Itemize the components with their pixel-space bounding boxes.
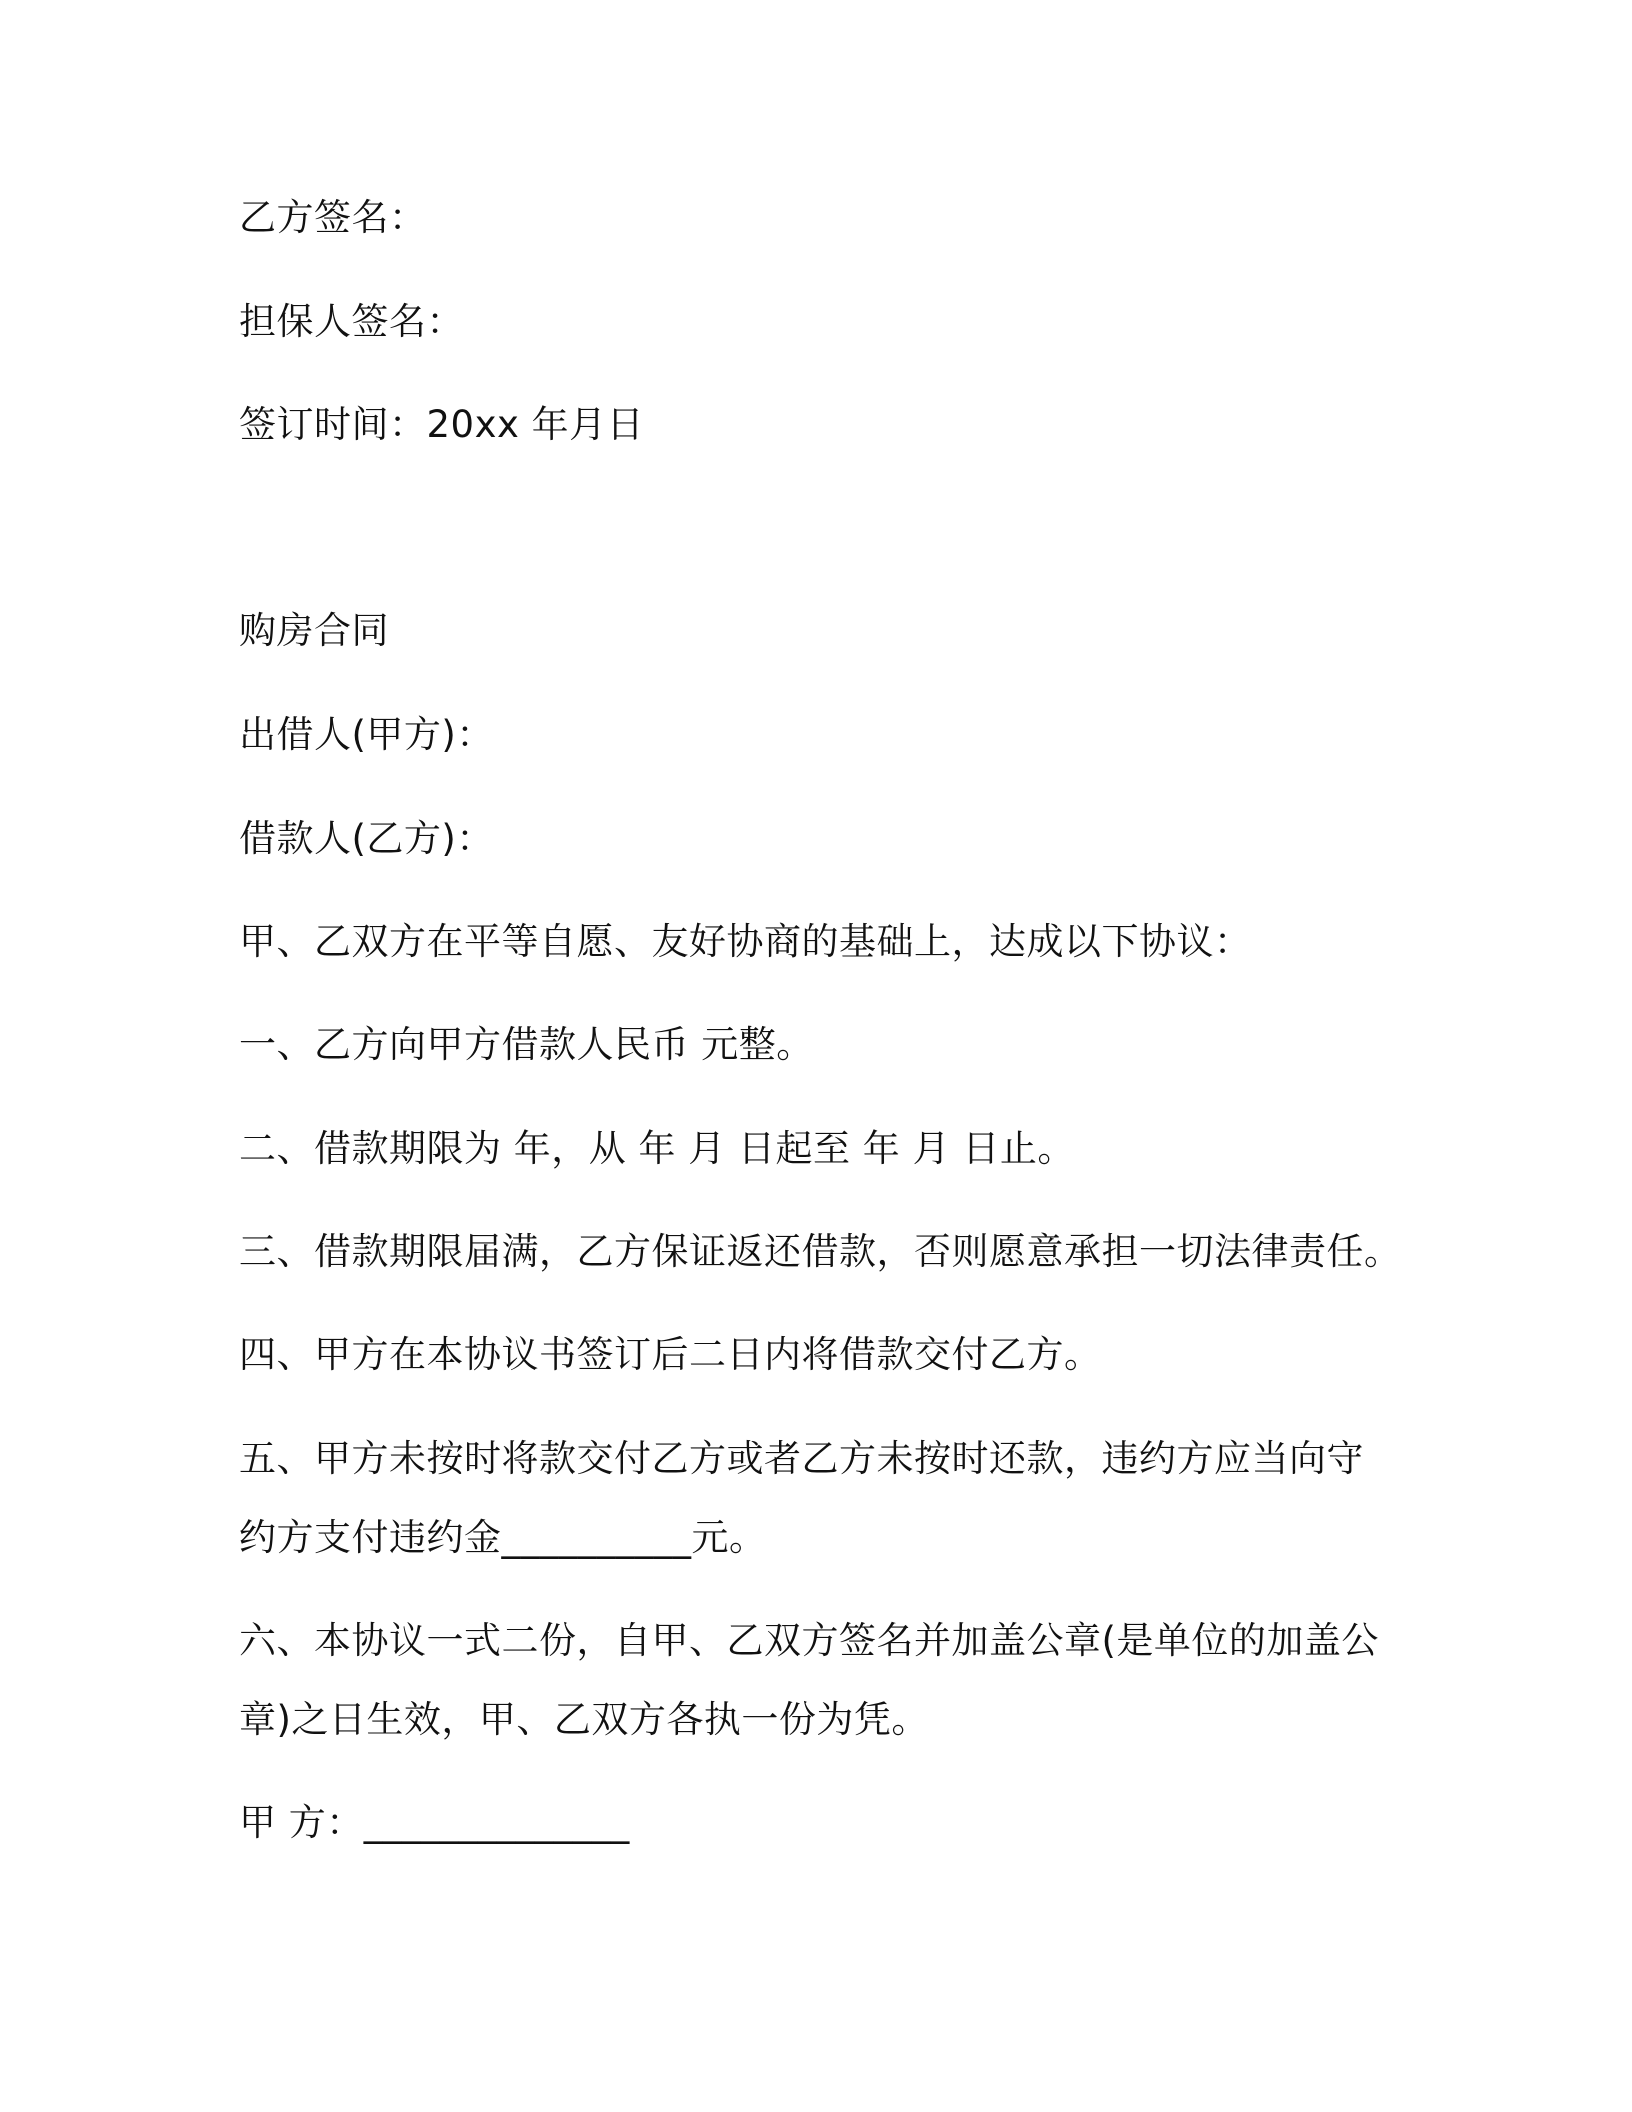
clause-4: 四、甲方在本协议书签订后二日内将借款交付乙方。: [239, 1333, 1102, 1376]
clause-6-line-1: 六、本协议一式二份，自甲、乙双方签名并加盖公章(是单位的加盖公: [239, 1619, 1379, 1662]
clause-5-line-1: 五、甲方未按时将款交付乙方或者乙方未按时还款，违约方应当向守: [239, 1437, 1364, 1480]
clause-1: 一、乙方向甲方借款人民币 元整。: [239, 1023, 814, 1066]
borrower-line: 借款人(乙方)：: [239, 817, 494, 860]
clause-3: 三、借款期限届满，乙方保证返还借款，否则愿意承担一切法律责任。: [239, 1230, 1402, 1273]
party-b-signature-line: 乙方签名：: [239, 196, 427, 239]
signing-date-line: 签订时间：20xx 年月日: [239, 403, 645, 446]
guarantor-signature-line: 担保人签名：: [239, 300, 464, 343]
party-a-signature-line: 甲 方：______________: [239, 1801, 630, 1844]
lender-line: 出借人(甲方)：: [239, 713, 494, 756]
clause-2: 二、借款期限为 年，从 年 月 日起至 年 月 日止。: [239, 1127, 1075, 1170]
contract-title: 购房合同: [239, 609, 389, 652]
clause-6-line-2: 章)之日生效，甲、乙双方各执一份为凭。: [239, 1698, 929, 1741]
agreement-intro: 甲、乙双方在平等自愿、友好协商的基础上，达成以下协议：: [239, 920, 1252, 963]
clause-5-line-2: 约方支付违约金__________元。: [239, 1516, 767, 1559]
